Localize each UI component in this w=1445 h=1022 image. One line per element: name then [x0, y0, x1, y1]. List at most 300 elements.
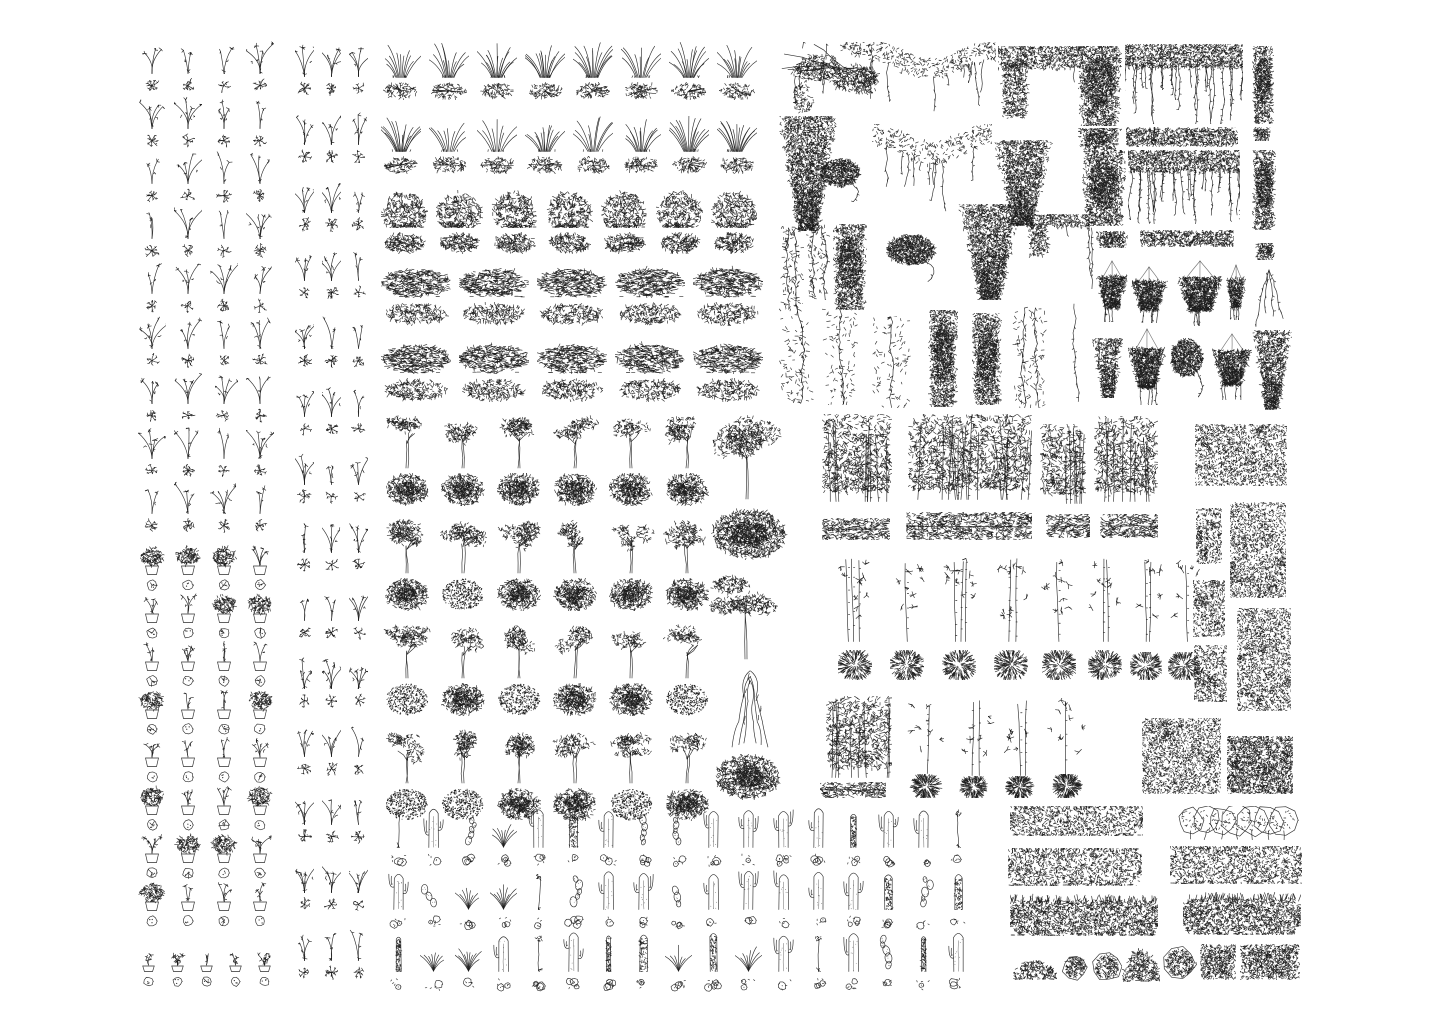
cactus-plan-icon — [912, 914, 935, 931]
small-plant-elevation-icon — [349, 928, 368, 961]
small-plant-elevation-icon — [138, 425, 166, 459]
small-plant-elevation-icon — [295, 180, 314, 213]
tree-elevation-icon — [439, 519, 487, 574]
bamboo-stalk-icon — [1084, 556, 1126, 642]
small-plant-plan-icon — [297, 557, 312, 572]
pot-plan-circle-icon — [248, 723, 272, 735]
cactus-plan-icon — [842, 852, 865, 869]
hanging-vine-curtain-icon — [1125, 44, 1243, 124]
grass-plan-icon — [383, 82, 419, 100]
shrub-clump-icon — [381, 190, 428, 228]
small-plant-plan-icon — [324, 693, 339, 708]
small-plant-elevation-icon — [174, 260, 202, 294]
small-plant-elevation-icon — [174, 40, 202, 74]
bamboo-plan-strip-icon — [906, 512, 1032, 540]
small-plant-plan-icon — [248, 243, 272, 258]
potted-plant-icon — [246, 545, 274, 575]
shrub-mound-icon — [1122, 948, 1160, 982]
tree-elevation-icon — [383, 519, 431, 574]
shrub-clump-icon — [601, 190, 648, 228]
tree-canopy-plan-icon — [441, 473, 485, 506]
cactus-elevation-icon — [595, 932, 622, 972]
dense-vine-column-icon — [1078, 46, 1122, 126]
grass-tuft-icon — [717, 42, 757, 78]
grass-tuft-icon — [429, 42, 469, 78]
grass-plan-icon — [575, 156, 611, 174]
small-plant-elevation-icon — [349, 316, 368, 349]
potted-plant-icon — [225, 952, 246, 972]
tree-elevation-icon — [663, 729, 711, 784]
cactus-elevation-icon — [805, 870, 832, 910]
small-plant-plan-icon — [351, 557, 366, 572]
cactus-elevation-icon — [945, 808, 972, 848]
bamboo-stalk-icon — [886, 556, 930, 642]
small-plant-plan-icon — [297, 489, 312, 504]
cascading-vine-icon — [958, 204, 1022, 300]
small-plant-elevation-icon — [349, 792, 368, 825]
cascading-vine-icon — [1252, 330, 1292, 410]
small-plant-elevation-icon — [322, 316, 341, 349]
cactus-plan-icon — [842, 914, 865, 931]
tree-elevation-icon — [439, 414, 487, 469]
potted-plant-icon — [138, 593, 166, 623]
spreading-groundplant-icon — [459, 340, 529, 374]
cactus-elevation-icon — [385, 870, 412, 910]
pot-plan-circle-icon — [248, 675, 272, 687]
small-plant-plan-icon — [324, 625, 339, 640]
pot-plan-circle-icon — [140, 627, 164, 639]
small-plant-elevation-icon — [295, 248, 314, 281]
small-plant-plan-icon — [297, 285, 312, 300]
small-plant-plan-icon — [297, 81, 312, 96]
small-plant-plan-icon — [297, 897, 312, 912]
small-plant-plan-icon — [212, 298, 236, 313]
small-plant-elevation-icon — [174, 425, 202, 459]
groundcover-patch-icon — [1195, 424, 1287, 486]
vine-plan-strip-icon — [1126, 127, 1238, 147]
pot-plan-circle-icon — [140, 976, 157, 987]
small-plant-elevation-icon — [138, 95, 166, 129]
spreading-groundplant-icon — [693, 264, 763, 298]
small-plant-plan-icon — [351, 421, 366, 436]
small-plant-plan-icon — [297, 421, 312, 436]
small-plant-elevation-icon — [138, 150, 166, 184]
spreading-groundplant-icon — [615, 340, 685, 374]
cactus-plan-icon — [422, 852, 445, 869]
cactus-plan-icon — [632, 976, 655, 993]
small-plant-plan-icon — [176, 298, 200, 313]
small-plant-plan-icon — [351, 897, 366, 912]
spread-plan-icon — [461, 302, 527, 326]
ground-rect-dark-icon — [1227, 736, 1293, 794]
grass-plan-icon — [575, 82, 611, 100]
dense-vine-column-icon — [1096, 231, 1128, 248]
spreading-groundplant-icon — [537, 264, 607, 298]
potted-plant-icon — [138, 952, 159, 972]
small-plant-plan-icon — [324, 149, 339, 164]
section-hedges — [1008, 806, 1304, 986]
potted-plant-icon — [210, 737, 238, 767]
small-plant-elevation-icon — [349, 248, 368, 281]
grass-tuft-icon — [381, 42, 421, 78]
spread-plan-icon — [617, 302, 683, 326]
small-plant-elevation-icon — [349, 860, 368, 893]
cactus-plan-icon — [527, 852, 550, 869]
cactus-elevation-icon — [525, 870, 552, 910]
small-plant-elevation-icon — [322, 452, 341, 485]
spreading-groundplant-icon — [537, 340, 607, 374]
cactus-plan-icon — [562, 976, 585, 993]
small-plant-plan-icon — [297, 353, 312, 368]
tree-canopy-plan-icon — [385, 578, 429, 611]
cactus-plan-icon — [562, 914, 585, 931]
bamboo-stalk-icon — [938, 556, 982, 642]
tree-elevation-icon — [551, 519, 599, 574]
hooked-vine-icon — [820, 158, 868, 204]
potted-plant-icon — [246, 785, 274, 815]
small-plant-plan-icon — [140, 298, 164, 313]
small-plant-elevation-icon — [174, 205, 202, 239]
small-plant-elevation-icon — [349, 656, 368, 689]
cactus-plan-icon — [667, 852, 690, 869]
shrub-ball-icon — [1062, 952, 1088, 982]
grass-plan-icon — [383, 156, 419, 174]
spread-plan-icon — [383, 302, 449, 326]
cactus-plan-icon — [702, 976, 725, 993]
small-plant-plan-icon — [140, 78, 164, 93]
small-plant-elevation-icon — [246, 205, 274, 239]
bamboo-plan-clump-icon — [998, 776, 1042, 798]
spread-plan-icon — [461, 378, 527, 402]
grass-plan-icon — [623, 156, 659, 174]
pot-plan-circle-icon — [212, 627, 236, 639]
vine-plan-strip-icon — [1140, 230, 1234, 247]
tree-elevation-icon — [383, 414, 431, 469]
grass-tuft-icon — [573, 116, 613, 152]
small-plant-plan-icon — [176, 243, 200, 258]
small-plant-plan-icon — [351, 693, 366, 708]
pot-plan-circle-icon — [212, 675, 236, 687]
small-plant-elevation-icon — [246, 40, 274, 74]
cactus-elevation-icon — [875, 808, 902, 848]
leafy-climber-icon — [806, 224, 830, 300]
grass-plan-icon — [671, 82, 707, 100]
potted-plant-icon — [246, 833, 274, 863]
grass-tuft-icon — [477, 42, 517, 78]
small-plant-plan-icon — [140, 518, 164, 533]
small-plant-elevation-icon — [138, 480, 166, 514]
small-plant-plan-icon — [140, 243, 164, 258]
leafy-climber-icon — [870, 316, 912, 408]
tree-canopy-plan-icon — [665, 578, 709, 611]
small-plant-plan-icon — [140, 188, 164, 203]
small-plant-elevation-icon — [322, 112, 341, 145]
cactus-elevation-icon — [805, 932, 832, 972]
bamboo-plan-clump-icon — [942, 650, 976, 680]
dense-vine-column-icon — [1252, 46, 1274, 124]
bamboo-plan-clump-icon — [890, 650, 924, 680]
grass-tuft-icon — [381, 116, 421, 152]
cactus-elevation-icon — [595, 870, 622, 910]
potted-plant-icon — [174, 881, 202, 911]
cactus-elevation-icon — [805, 808, 832, 848]
tree-canopy-plan-icon — [497, 683, 541, 716]
tree-elevation-icon — [551, 729, 599, 784]
tree-canopy-plan-icon — [553, 578, 597, 611]
section-cacti — [382, 808, 980, 996]
potted-plant-icon — [246, 737, 274, 767]
grass-plan-icon — [527, 82, 563, 100]
small-plant-elevation-icon — [210, 315, 238, 349]
small-plant-plan-icon — [212, 463, 236, 478]
pot-plan-circle-icon — [212, 915, 236, 927]
spread-plan-icon — [695, 378, 761, 402]
pot-plan-circle-icon — [212, 819, 236, 831]
small-plant-plan-icon — [324, 285, 339, 300]
cactus-elevation-icon — [595, 808, 622, 848]
cactus-plan-icon — [457, 852, 480, 869]
clipped-box-shrub-icon — [1200, 944, 1236, 980]
hanging-basket-icon — [1212, 333, 1252, 400]
tree-canopy-plan-icon — [665, 473, 709, 506]
small-plant-plan-icon — [297, 761, 312, 776]
potted-plant-icon — [174, 593, 202, 623]
pot-plan-circle-icon — [140, 579, 164, 591]
cactus-plan-icon — [737, 914, 760, 931]
bamboo-plan-strip-icon — [822, 518, 890, 540]
small-plant-plan-icon — [248, 78, 272, 93]
small-plant-elevation-icon — [349, 452, 368, 485]
pot-plan-circle-icon — [256, 976, 273, 987]
potted-plant-icon — [254, 952, 275, 972]
cascading-vine-icon — [1092, 338, 1124, 398]
potted-plant-icon — [174, 737, 202, 767]
grass-plan-icon — [719, 82, 755, 100]
potted-plant-icon — [138, 545, 166, 575]
small-plant-plan-icon — [297, 965, 312, 980]
small-plant-elevation-icon — [295, 860, 314, 893]
small-plant-plan-icon — [176, 133, 200, 148]
small-plant-elevation-icon — [349, 588, 368, 621]
potted-plant-icon — [246, 641, 274, 671]
pot-plan-circle-icon — [176, 579, 200, 591]
small-plant-plan-icon — [297, 217, 312, 232]
cactus-elevation-icon — [385, 932, 412, 972]
potted-plant-icon — [174, 545, 202, 575]
shrub-ball-icon — [1092, 952, 1122, 982]
small-plant-elevation-icon — [174, 95, 202, 129]
potted-plant-icon — [174, 641, 202, 671]
cactus-plan-icon — [422, 976, 445, 993]
bamboo-grove-icon — [822, 414, 892, 502]
small-plant-plan-icon — [297, 693, 312, 708]
cactus-elevation-icon — [455, 870, 482, 910]
pot-plan-circle-icon — [140, 675, 164, 687]
grass-plan-icon — [671, 156, 707, 174]
tree-elevation-icon — [663, 624, 711, 679]
small-plant-plan-icon — [324, 421, 339, 436]
small-plant-elevation-icon — [174, 315, 202, 349]
pot-plan-circle-icon — [140, 915, 164, 927]
leafy-climber-icon — [822, 308, 858, 405]
cactus-plan-icon — [807, 914, 830, 931]
small-plant-plan-icon — [351, 829, 366, 844]
bamboo-stalk-icon — [990, 556, 1034, 642]
tree-canopy-plan-icon — [609, 683, 653, 716]
pot-plan-circle-icon — [176, 627, 200, 639]
small-plant-plan-icon — [176, 188, 200, 203]
spreading-groundplant-icon — [381, 340, 451, 374]
small-plant-elevation-icon — [138, 370, 166, 404]
tree-elevation-icon — [383, 729, 431, 784]
small-plant-elevation-icon — [295, 316, 314, 349]
small-plant-elevation-icon — [210, 150, 238, 184]
grass-plan-icon — [479, 82, 515, 100]
vine-swag-icon — [868, 42, 996, 127]
potted-plant-icon — [167, 952, 188, 972]
small-plant-elevation-icon — [295, 724, 314, 757]
pot-plan-circle-icon — [227, 976, 244, 987]
small-plant-plan-icon — [324, 353, 339, 368]
small-plant-elevation-icon — [349, 44, 368, 77]
small-plant-plan-icon — [176, 518, 200, 533]
potted-plant-icon — [210, 881, 238, 911]
cactus-elevation-icon — [560, 870, 587, 910]
section-small-plants — [135, 40, 285, 998]
potted-plant-icon — [210, 593, 238, 623]
bamboo-plan-clump-icon — [1044, 774, 1090, 798]
bamboo-grove-icon — [908, 414, 1032, 500]
pot-plan-circle-icon — [176, 675, 200, 687]
pot-plan-circle-icon — [140, 867, 164, 879]
small-plant-elevation-icon — [174, 150, 202, 184]
small-plant-plan-icon — [212, 188, 236, 203]
grassy-hedge-icon — [1183, 891, 1301, 935]
small-plant-plan-icon — [176, 353, 200, 368]
tree-canopy-plan-icon — [497, 578, 541, 611]
small-plant-plan-icon — [248, 133, 272, 148]
hanging-vine-curtain-icon — [1128, 150, 1240, 224]
pot-plan-circle-icon — [248, 627, 272, 639]
corner-vine-icon — [1026, 214, 1090, 260]
small-plant-plan-icon — [351, 489, 366, 504]
hanging-basket-icon — [1096, 260, 1128, 322]
small-plant-elevation-icon — [210, 370, 238, 404]
small-plant-plan-icon — [140, 408, 164, 423]
bamboo-plan-clump-icon — [1042, 650, 1076, 680]
small-plant-plan-icon — [248, 353, 272, 368]
small-plant-elevation-icon — [210, 95, 238, 129]
shrub-clump-icon — [491, 190, 538, 228]
grass-tuft-icon — [717, 116, 757, 152]
cactus-plan-icon — [457, 914, 480, 931]
potted-plant-icon — [138, 737, 166, 767]
small-plant-plan-icon — [212, 243, 236, 258]
cactus-plan-icon — [737, 976, 760, 993]
potted-plant-icon — [174, 785, 202, 815]
small-plant-plan-icon — [212, 133, 236, 148]
shrub-plan-icon — [438, 232, 481, 254]
potted-plant-icon — [246, 593, 274, 623]
shrub-plan-icon — [658, 232, 701, 254]
tree-elevation-icon — [551, 624, 599, 679]
cactus-elevation-icon — [700, 870, 727, 910]
cactus-plan-icon — [667, 976, 690, 993]
small-plant-plan-icon — [248, 463, 272, 478]
cactus-elevation-icon — [700, 932, 727, 972]
pot-plan-circle-icon — [140, 723, 164, 735]
cactus-elevation-icon — [455, 932, 482, 972]
spreading-groundplant-icon — [615, 264, 685, 298]
grass-plan-icon — [431, 156, 467, 174]
cactus-elevation-icon — [945, 870, 972, 910]
pot-plan-circle-icon — [212, 723, 236, 735]
section-groundcovers — [1142, 424, 1294, 796]
pot-plan-circle-icon — [248, 819, 272, 831]
hanging-basket-icon — [1176, 260, 1224, 326]
tree-canopy-plan-icon — [609, 578, 653, 611]
shrub-plan-icon — [548, 232, 591, 254]
shrub-clump-icon — [436, 190, 483, 228]
cactus-plan-icon — [877, 914, 900, 931]
small-plant-elevation-icon — [138, 315, 166, 349]
cactus-elevation-icon — [630, 808, 657, 848]
cactus-plan-icon — [667, 914, 690, 931]
small-plant-elevation-icon — [322, 180, 341, 213]
grass-tuft-icon — [429, 116, 469, 152]
shrub-plan-icon — [493, 232, 536, 254]
dense-vine-column-icon — [1252, 150, 1276, 230]
small-plant-elevation-icon — [295, 520, 314, 553]
small-plant-elevation-icon — [246, 480, 274, 514]
tree-elevation-icon — [551, 414, 599, 469]
small-plant-plan-icon — [324, 829, 339, 844]
small-plant-elevation-icon — [246, 260, 274, 294]
grass-tuft-icon — [621, 116, 661, 152]
pot-plan-circle-icon — [176, 771, 200, 783]
section-plant-trios — [292, 44, 376, 998]
cactus-plan-icon — [702, 914, 725, 931]
bamboo-plan-clump-icon — [904, 774, 948, 798]
cactus-elevation-icon — [840, 808, 867, 848]
small-plant-elevation-icon — [349, 724, 368, 757]
section-climbing-vines — [775, 42, 1295, 412]
cactus-elevation-icon — [630, 870, 657, 910]
leafy-climber-icon — [1012, 306, 1048, 408]
grass-plan-icon — [623, 82, 659, 100]
small-plant-elevation-icon — [210, 480, 238, 514]
cactus-elevation-icon — [560, 808, 587, 848]
cactus-plan-icon — [492, 976, 515, 993]
tree-canopy-plan-icon — [553, 683, 597, 716]
grass-tuft-icon — [525, 42, 565, 78]
tree-canopy-plan-icon — [385, 683, 429, 716]
tree-elevation-icon — [439, 624, 487, 679]
cactus-plan-icon — [492, 914, 515, 931]
small-plant-plan-icon — [324, 489, 339, 504]
small-plant-elevation-icon — [349, 520, 368, 553]
small-plant-plan-icon — [248, 188, 272, 203]
cactus-plan-icon — [632, 852, 655, 869]
cactus-elevation-icon — [420, 870, 447, 910]
cactus-plan-icon — [877, 852, 900, 869]
bamboo-stalk-icon — [833, 556, 875, 642]
dense-vine-column-icon — [1078, 128, 1122, 150]
grass-tuft-icon — [573, 42, 613, 78]
small-plant-elevation-icon — [349, 384, 368, 417]
potted-plant-icon — [210, 689, 238, 719]
groundcover-patch-icon — [1196, 508, 1222, 564]
